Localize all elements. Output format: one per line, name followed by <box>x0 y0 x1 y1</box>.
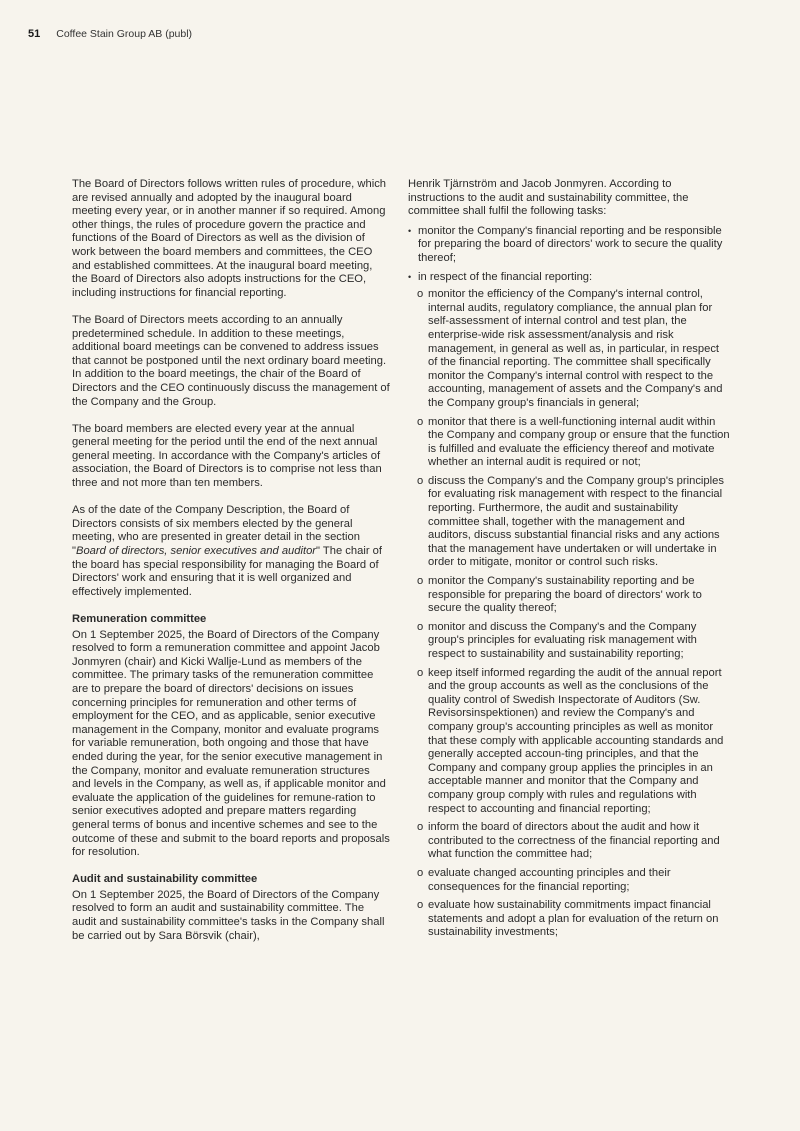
list-item-financial-reporting <box>408 271 730 940</box>
page-header <box>28 28 192 40</box>
sub-list-item: o keep itself informed regarding the audit of the annual report and the group accounts as well as the conclusions of the quality control of Swedish Inspectorate of Auditors (Sw. Revisorsinspektionen) and review the Company's and company group's accounting principles as well as monitor that these comply with applicable accounting standards and generally accepted accoun-ting principles, and that the Company and company group applies the principles in an acceptable manner and monitor that the Company and company group comply with rules and regulations with respect to accounting and financial reporting; <box>408 667 730 817</box>
audit-committee-heading: Audit and sustainability committee <box>72 873 258 886</box>
paragraph-board-meetings: The Board of Directors meets according to an annually predetermined schedule. In addition to these meetings, additional board meetings can be convened to address issues that cannot be postponed until the next ordinary board meeting. In addition to the board meetings, the chair of the Board of Directors and the CEO continuously discuss the management of the Company and the Group. <box>72 313 390 408</box>
sub-list-item: o monitor and discuss the Company's and the Company group's principles for evaluating risk management with respect to sustainability and sustainability reporting; <box>408 621 730 662</box>
page-number: 51 <box>28 28 41 40</box>
paragraph-rules-of-procedure: The Board of Directors follows written rules of procedure, which are revised annually and adopted by the inaugural board meeting every year, or in another manner if so required. Among other things, the rules of procedure govern the practice and functions of the Board of Directors as well as the division of work between the board members and committees, the CEO and established committees. At the inaugural board meeting, the Board of Directors also adopts instructions for the CEO, including instructions for financial reporting. <box>72 178 387 299</box>
board-composition-text-a: As of the date of the Company Description, the Board of Directors consists of six members elected by the general meeting, who are presented in greater detail in the section " <box>72 504 360 558</box>
right-column <box>408 178 730 945</box>
sub-list-item: o evaluate how sustainability commitments impact financial statements and adopt a plan for evaluation of the return on sustainability investments; <box>408 899 730 940</box>
sub-task-list <box>418 288 730 940</box>
board-section-reference: Board of directors, senior executives and auditor <box>75 545 317 558</box>
sub-list-item: o monitor the efficiency of the Company's internal control, internal audits, regulatory compliance, the annual plan for self-assessment of internal control and test plan, the enterprise-wide risk assessment/analysis and risk management, in general as well as, in particular, in respect of the financial reporting. The committee shall specifically monitor the Company's internal control with respect to the accounting, management of assets and the Company's and the Company group's financials in general; <box>408 288 730 410</box>
sub-list-item: o discuss the Company's and the Company group's principles for evaluating risk management with respect to the financial reporting. Furthermore, the audit and sustainability committee shall, together with the management and auditors, discuss substantial financial risks and any actions that the management have undertaken or will undertake in order to mitigate, monitor or control such risks. <box>408 475 730 570</box>
remuneration-committee-text: On 1 September 2025, the Board of Directors of the Company resolved to form a remuneration committee and appoint Jacob Jonmyren (chair) and Kicki Wallje-Lund as members of the committee. The primary tasks of the remuneration committee are to prepare the board of directors' decisions on issues concerning principles for remuneration and other terms of employment for the CEO, and as applicable, senior executive management in the Company, monitor and evaluate programs for variable remuneration, both ongoing and those that have ended during the year, for the senior executive management in the Company, monitor and evaluate remuneration structures and levels in the Company, as well as, if applicable monitor and evaluate the application of the guidelines for remune-ration to senior executives adopted and prepare matters regarding general terms of bonus and incentive schemes and see to the outcome of these and submit to the board reports and proposals for resolution. <box>72 628 390 859</box>
paragraph-board-election: The board members are elected every year at the annual general meeting for the period until the end of the next annual general meeting. In accordance with the Company's articles of association, the Board of Directors is to comprise not less than three and not more than ten members. <box>72 422 382 490</box>
sub-list-item: o evaluate changed accounting principles and their consequences for the financial reporting; <box>408 867 730 894</box>
remuneration-committee-heading: Remuneration committee <box>72 613 207 625</box>
audit-committee-intro: Henrik Tjärnström and Jacob Jonmyren. According to instructions to the audit and sustainability committee, the committee shall fulfil the following tasks: <box>408 178 689 218</box>
sub-list-item: o monitor that there is a well-functioning internal audit within the Company and company group or ensure that the function is fulfilled and evaluate the efficiency thereof and motivate whether an internal audit is required or not; <box>408 416 730 470</box>
company-name: Coffee Stain Group AB (publ) <box>56 28 193 40</box>
list-item: • monitor the Company's financial reporting and be responsible for preparing the board of directors' work to secure the quality thereof; <box>408 225 730 266</box>
paragraph-board-composition <box>72 504 390 599</box>
left-column <box>72 178 390 957</box>
sub-list-item: o inform the board of directors about the audit and how it contributed to the correctness of the financial reporting and what function the committee had; <box>408 821 730 862</box>
board-composition-text-b: " The chair of the board has special responsibility for managing the Board of Directors' work and ensuring that it is well organized and effectively implemented. <box>72 545 382 598</box>
sub-list-item: o monitor the Company's sustainability reporting and be responsible for preparing the board of directors' work to secure the quality thereof; <box>408 575 730 616</box>
list-item-label: in respect of the financial reporting: <box>418 270 593 283</box>
audit-committee-text: On 1 September 2025, the Board of Directors of the Company resolved to form an audit and sustainability committee. The audit and sustainability committee's tasks in the Company shall be carried out by Sara Börsvik (chair), <box>72 888 385 942</box>
task-list <box>408 225 730 940</box>
